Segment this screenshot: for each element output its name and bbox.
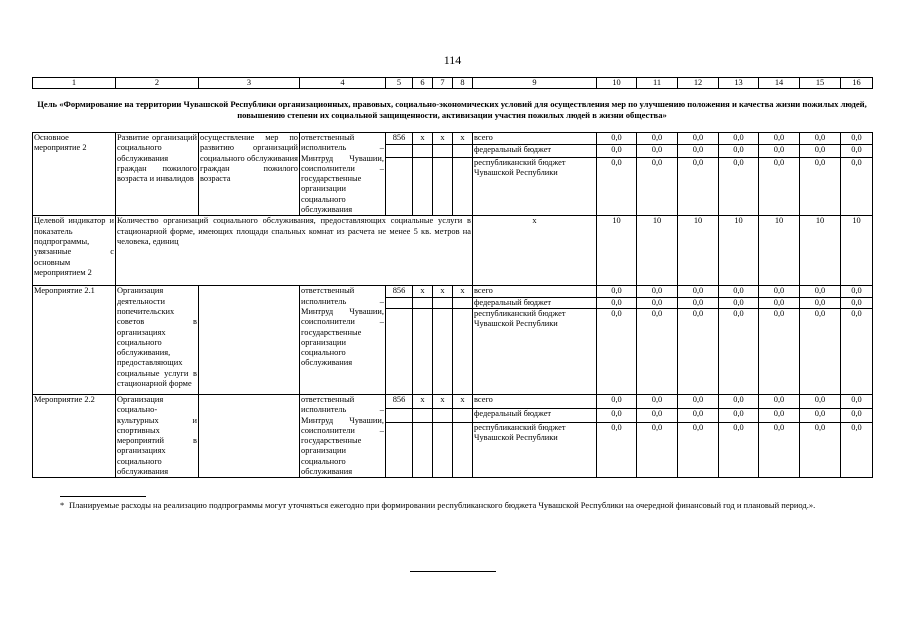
value-cell: 0,0 <box>678 297 719 308</box>
value-cell: 0,0 <box>637 157 678 216</box>
value-cell: 0,0 <box>637 422 678 478</box>
empty-cell <box>453 145 473 157</box>
event-goal-link: осуществление мер по развитию организаций социального обслуживания граждан пожилого возраста <box>199 133 300 216</box>
funding-source: федеральный бюджет <box>473 408 597 422</box>
value-cell: 0,0 <box>841 422 873 478</box>
value-cell: 0,0 <box>637 286 678 297</box>
value-cell: 0,0 <box>719 157 759 216</box>
value-cell: 0,0 <box>759 133 800 145</box>
value-cell: 0,0 <box>841 394 873 408</box>
value-cell: 0,0 <box>678 422 719 478</box>
empty-cell <box>433 308 453 394</box>
funding-source: всего <box>473 394 597 408</box>
empty-cell <box>453 297 473 308</box>
empty-cell <box>453 422 473 478</box>
empty-cell <box>413 297 433 308</box>
closing-line <box>410 571 496 572</box>
rz-code: x <box>413 394 433 408</box>
value-cell: 0,0 <box>678 145 719 157</box>
value-cell: 0,0 <box>678 308 719 394</box>
empty-cell <box>386 408 413 422</box>
value-cell: 0,0 <box>759 157 800 216</box>
event-name: Мероприятие 2.1 <box>33 286 116 395</box>
empty-cell <box>386 308 413 394</box>
value-cell: 0,0 <box>800 157 841 216</box>
value-cell: 0,0 <box>841 157 873 216</box>
empty-cell <box>413 422 433 478</box>
value-cell: 0,0 <box>841 145 873 157</box>
value-cell: 0,0 <box>597 408 637 422</box>
value-cell: 0,0 <box>841 286 873 297</box>
event-description: Организация деятельности попечительских советов в организациях социального обслуживания, предоставляющих социальные услуги в стационарной форме <box>116 286 199 395</box>
event-executor: ответственный исполнитель – Минтруд Чувашии, соисполнители – государственные организации социального обслуживания <box>301 394 384 477</box>
empty-cell <box>413 308 433 394</box>
value-cell: 0,0 <box>719 308 759 394</box>
funding-source: республиканский бюджет Чувашской Республики <box>473 422 597 478</box>
empty-cell <box>433 157 453 216</box>
cs-code: x <box>433 133 453 145</box>
event-goal-link <box>199 286 300 395</box>
event-goal-link <box>199 394 300 477</box>
program-table <box>32 132 873 478</box>
value-cell: 0,0 <box>597 286 637 297</box>
vr-code: x <box>453 394 473 408</box>
column-number: 8 <box>453 78 473 89</box>
value-cell: 0,0 <box>759 297 800 308</box>
value-cell: 0,0 <box>719 422 759 478</box>
funding-source: федеральный бюджет <box>473 297 597 308</box>
header-row <box>33 78 873 89</box>
column-number: 12 <box>678 78 719 89</box>
column-number: 5 <box>386 78 413 89</box>
footnote-mark: * <box>60 500 65 510</box>
indicator-source-mark: x <box>473 216 597 286</box>
column-number: 16 <box>841 78 873 89</box>
value-cell: 0,0 <box>678 157 719 216</box>
grbs-code: 856 <box>386 133 413 145</box>
rz-code: x <box>413 133 433 145</box>
footnote <box>60 500 872 511</box>
empty-cell <box>433 297 453 308</box>
empty-cell <box>386 297 413 308</box>
value-cell: 0,0 <box>719 408 759 422</box>
value-cell: 0,0 <box>800 133 841 145</box>
value-cell: 0,0 <box>759 408 800 422</box>
empty-cell <box>433 408 453 422</box>
footnote-text: Планируемые расходы на реализацию подпрограммы могут уточняться ежегодно при формировании республиканского бюджета Чувашской Республики на очередной финансовый год и плановый период.». <box>69 500 816 510</box>
value-cell: 0,0 <box>637 133 678 145</box>
empty-cell <box>413 145 433 157</box>
rz-code: x <box>413 286 433 297</box>
indicator-text: Количество организаций социального обслуживания, предоставляющих социальные услуги в стационарной форме, имеющих площади спальных комнат из расчета не менее 5 кв. метров на человека, единиц <box>116 216 473 286</box>
column-number: 14 <box>759 78 800 89</box>
cs-code: x <box>433 286 453 297</box>
indicator-row <box>33 216 873 286</box>
value-cell: 0,0 <box>597 422 637 478</box>
empty-cell <box>433 422 453 478</box>
column-number: 2 <box>116 78 199 89</box>
value-cell: 0,0 <box>800 308 841 394</box>
indicator-value: 10 <box>719 216 759 286</box>
funding-row <box>33 394 873 408</box>
value-cell: 0,0 <box>678 286 719 297</box>
indicator-value: 10 <box>800 216 841 286</box>
event-executor: ответственный исполнитель – Минтруд Чувашии, соисполнители – государственные организации социального обслуживания <box>301 133 384 215</box>
value-cell: 0,0 <box>597 157 637 216</box>
value-cell: 0,0 <box>678 394 719 408</box>
indicator-value: 10 <box>678 216 719 286</box>
column-number: 1 <box>33 78 116 89</box>
value-cell: 0,0 <box>719 145 759 157</box>
empty-cell <box>453 157 473 216</box>
column-number: 7 <box>433 78 453 89</box>
column-number: 9 <box>473 78 597 89</box>
value-cell: 0,0 <box>759 394 800 408</box>
value-cell: 0,0 <box>597 145 637 157</box>
column-number: 10 <box>597 78 637 89</box>
indicator-value: 10 <box>597 216 637 286</box>
value-cell: 0,0 <box>678 133 719 145</box>
funding-source: федеральный бюджет <box>473 145 597 157</box>
value-cell: 0,0 <box>719 286 759 297</box>
vr-code: x <box>453 133 473 145</box>
column-number: 13 <box>719 78 759 89</box>
value-cell: 0,0 <box>597 133 637 145</box>
value-cell: 0,0 <box>637 297 678 308</box>
event-description: Развитие организаций социального обслуживания граждан пожилого возраста и инвалидов <box>116 133 199 216</box>
value-cell: 0,0 <box>800 297 841 308</box>
value-cell: 0,0 <box>759 308 800 394</box>
indicator-value: 10 <box>759 216 800 286</box>
value-cell: 0,0 <box>841 408 873 422</box>
empty-cell <box>433 145 453 157</box>
value-cell: 0,0 <box>719 133 759 145</box>
value-cell: 0,0 <box>597 308 637 394</box>
grbs-code: 856 <box>386 286 413 297</box>
event-executor: ответственный исполнитель – Минтруд Чувашии, соисполнители – государственные организации социального обслуживания <box>300 286 386 395</box>
indicator-name: Целевой индикатор и показатель подпрограммы, увязанные с основным мероприятием 2 <box>33 216 116 286</box>
column-number: 3 <box>199 78 300 89</box>
event-name: Основное мероприятие 2 <box>33 133 116 216</box>
value-cell: 0,0 <box>759 422 800 478</box>
value-cell: 0,0 <box>678 408 719 422</box>
column-number: 11 <box>637 78 678 89</box>
value-cell: 0,0 <box>637 145 678 157</box>
funding-row <box>33 133 873 145</box>
value-cell: 0,0 <box>841 308 873 394</box>
goal-heading: Цель «Формирование на территории Чувашской Республики организационных, правовых, социально-экономических условий для осуществления мер по улучшению положения и качества жизни пожилых людей, повышению степени их социальной защищенности, активизации участия пожилых людей в жизни общества» <box>37 99 867 120</box>
cs-code: x <box>433 394 453 408</box>
event-description: Организация социально-культурных и спортивных мероприятий в организациях социального обслуживания <box>117 394 197 477</box>
column-number-header <box>32 77 873 89</box>
value-cell: 0,0 <box>800 394 841 408</box>
value-cell: 0,0 <box>637 408 678 422</box>
value-cell: 0,0 <box>800 422 841 478</box>
value-cell: 0,0 <box>597 394 637 408</box>
value-cell: 0,0 <box>597 297 637 308</box>
column-number: 4 <box>300 78 386 89</box>
value-cell: 0,0 <box>759 286 800 297</box>
value-cell: 0,0 <box>719 297 759 308</box>
funding-row <box>33 286 873 297</box>
vr-code: x <box>453 286 473 297</box>
grbs-code: 856 <box>386 394 413 408</box>
column-number: 6 <box>413 78 433 89</box>
value-cell: 0,0 <box>800 286 841 297</box>
empty-cell <box>386 145 413 157</box>
funding-source: всего <box>473 286 597 297</box>
value-cell: 0,0 <box>637 308 678 394</box>
page-number: 114 <box>443 53 462 67</box>
funding-source: всего <box>473 133 597 145</box>
indicator-value: 10 <box>841 216 873 286</box>
value-cell: 0,0 <box>841 297 873 308</box>
empty-cell <box>413 157 433 216</box>
value-cell: 0,0 <box>800 145 841 157</box>
event-name: Мероприятие 2.2 <box>33 394 116 477</box>
value-cell: 0,0 <box>759 145 800 157</box>
funding-source: республиканский бюджет Чувашской Республики <box>473 308 597 394</box>
value-cell: 0,0 <box>719 394 759 408</box>
empty-cell <box>386 157 413 216</box>
footnote-separator <box>60 496 146 497</box>
empty-cell <box>413 408 433 422</box>
value-cell: 0,0 <box>841 133 873 145</box>
empty-cell <box>453 408 473 422</box>
funding-source: республиканский бюджет Чувашской Республики <box>473 157 597 216</box>
indicator-value: 10 <box>637 216 678 286</box>
empty-cell <box>453 308 473 394</box>
value-cell: 0,0 <box>800 408 841 422</box>
value-cell: 0,0 <box>637 394 678 408</box>
column-number: 15 <box>800 78 841 89</box>
empty-cell <box>386 422 413 478</box>
